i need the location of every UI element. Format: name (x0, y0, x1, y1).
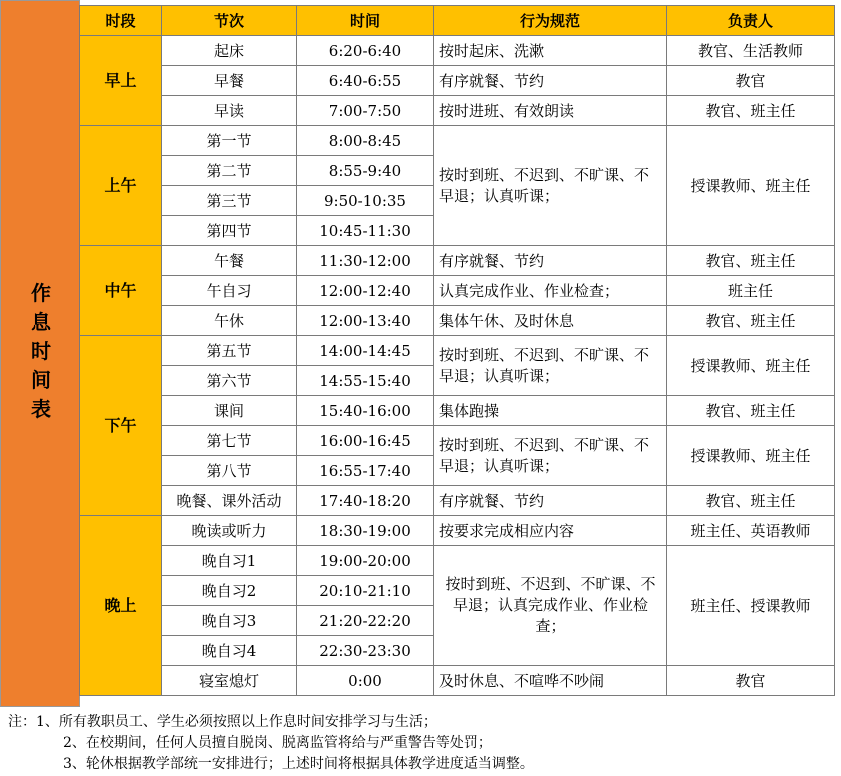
person-cell: 教官 (667, 66, 835, 96)
notes (8, 712, 534, 775)
note-line: 3、轮休根据教学部统一安排进行；上述时间将根据具体教学进度适当调整。 (63, 756, 534, 772)
period-morning: 早上 (80, 36, 162, 126)
time-cell: 22:30-23:30 (297, 636, 434, 666)
table-row (80, 66, 835, 96)
session-cell: 课间 (162, 396, 297, 426)
person-cell: 教官、班主任 (667, 96, 835, 126)
rule-cell: 按时到班、不迟到、不旷课、不早退；认真完成作业、作业检查； (434, 546, 667, 666)
period-afternoon: 下午 (80, 336, 162, 516)
person-cell: 教官 (667, 666, 835, 696)
time-cell: 9:50-10:35 (297, 186, 434, 216)
table-row (80, 36, 835, 66)
person-cell: 教官、班主任 (667, 396, 835, 426)
title-char: 息 (31, 310, 51, 334)
table-row (80, 666, 835, 696)
time-cell: 11:30-12:00 (297, 246, 434, 276)
table-row (80, 126, 835, 156)
session-cell: 第七节 (162, 426, 297, 456)
schedule-table (79, 5, 835, 696)
session-cell: 晚自习1 (162, 546, 297, 576)
header-period: 时段 (80, 6, 162, 36)
session-cell: 早读 (162, 96, 297, 126)
title-char: 作 (31, 281, 51, 305)
table-row (80, 336, 835, 366)
table-row (80, 396, 835, 426)
table-row (80, 306, 835, 336)
session-cell: 第四节 (162, 216, 297, 246)
person-cell: 班主任、授课教师 (667, 546, 835, 666)
period-forenoon: 上午 (80, 126, 162, 246)
session-cell: 晚自习4 (162, 636, 297, 666)
time-cell: 14:55-15:40 (297, 366, 434, 396)
time-cell: 20:10-21:10 (297, 576, 434, 606)
note-line: 2、在校期间，任何人员擅自脱岗、脱离监管将给与严重警告等处罚； (63, 735, 492, 751)
session-cell: 第六节 (162, 366, 297, 396)
person-cell: 班主任、英语教师 (667, 516, 835, 546)
rule-cell: 按时到班、不迟到、不旷课、不早退；认真听课； (434, 336, 667, 396)
time-cell: 17:40-18:20 (297, 486, 434, 516)
time-cell: 12:00-12:40 (297, 276, 434, 306)
session-cell: 寝室熄灯 (162, 666, 297, 696)
session-cell: 第五节 (162, 336, 297, 366)
person-cell: 教官、班主任 (667, 306, 835, 336)
time-cell: 14:00-14:45 (297, 336, 434, 366)
rule-cell: 及时休息、不喧哗不吵闹 (434, 666, 667, 696)
rule-cell: 按时进班、有效朗读 (434, 96, 667, 126)
time-cell: 15:40-16:00 (297, 396, 434, 426)
header-person: 负责人 (667, 6, 835, 36)
person-cell: 班主任 (667, 276, 835, 306)
session-cell: 早餐 (162, 66, 297, 96)
rule-cell: 认真完成作业、作业检查； (434, 276, 667, 306)
person-cell: 教官、班主任 (667, 486, 835, 516)
rule-cell: 集体午休、及时休息 (434, 306, 667, 336)
person-cell: 授课教师、班主任 (667, 336, 835, 396)
schedule-title (1, 279, 81, 424)
time-cell: 12:00-13:40 (297, 306, 434, 336)
rule-cell: 有序就餐、节约 (434, 246, 667, 276)
session-cell: 午自习 (162, 276, 297, 306)
session-cell: 午休 (162, 306, 297, 336)
session-cell: 第八节 (162, 456, 297, 486)
time-cell: 6:40-6:55 (297, 66, 434, 96)
session-cell: 晚餐、课外活动 (162, 486, 297, 516)
table-row (80, 546, 835, 576)
session-cell: 晚自习3 (162, 606, 297, 636)
title-char: 时 (31, 339, 51, 363)
rule-cell: 按时起床、洗漱 (434, 36, 667, 66)
session-cell: 第二节 (162, 156, 297, 186)
time-cell: 18:30-19:00 (297, 516, 434, 546)
session-cell: 晚读或听力 (162, 516, 297, 546)
time-cell: 8:00-8:45 (297, 126, 434, 156)
time-cell: 0:00 (297, 666, 434, 696)
table-row (80, 96, 835, 126)
note-line: 注：1、所有教职员工、学生必须按照以上作息时间安排学习与生活； (8, 714, 437, 730)
rule-cell: 按时到班、不迟到、不旷课、不早退；认真听课； (434, 126, 667, 246)
person-cell: 教官、生活教师 (667, 36, 835, 66)
header-row (80, 6, 835, 36)
time-cell: 7:00-7:50 (297, 96, 434, 126)
rule-cell: 按时到班、不迟到、不旷课、不早退；认真听课； (434, 426, 667, 486)
rule-cell: 有序就餐、节约 (434, 486, 667, 516)
title-char: 间 (31, 368, 51, 392)
session-cell: 第一节 (162, 126, 297, 156)
period-evening: 晚上 (80, 516, 162, 696)
rule-cell: 按要求完成相应内容 (434, 516, 667, 546)
side-title-panel (0, 0, 80, 707)
session-cell: 第三节 (162, 186, 297, 216)
rule-cell: 有序就餐、节约 (434, 66, 667, 96)
table-row (80, 276, 835, 306)
session-cell: 晚自习2 (162, 576, 297, 606)
rule-cell: 集体跑操 (434, 396, 667, 426)
time-cell: 6:20-6:40 (297, 36, 434, 66)
session-cell: 起床 (162, 36, 297, 66)
table-row (80, 426, 835, 456)
title-char: 表 (31, 397, 51, 421)
table-row (80, 246, 835, 276)
table-row (80, 486, 835, 516)
time-cell: 8:55-9:40 (297, 156, 434, 186)
session-cell: 午餐 (162, 246, 297, 276)
period-noon: 中午 (80, 246, 162, 336)
time-cell: 21:20-22:20 (297, 606, 434, 636)
header-time: 时间 (297, 6, 434, 36)
header-session: 节次 (162, 6, 297, 36)
header-rule: 行为规范 (434, 6, 667, 36)
person-cell: 授课教师、班主任 (667, 126, 835, 246)
table-row (80, 516, 835, 546)
time-cell: 16:55-17:40 (297, 456, 434, 486)
time-cell: 19:00-20:00 (297, 546, 434, 576)
time-cell: 10:45-11:30 (297, 216, 434, 246)
person-cell: 教官、班主任 (667, 246, 835, 276)
person-cell: 授课教师、班主任 (667, 426, 835, 486)
time-cell: 16:00-16:45 (297, 426, 434, 456)
